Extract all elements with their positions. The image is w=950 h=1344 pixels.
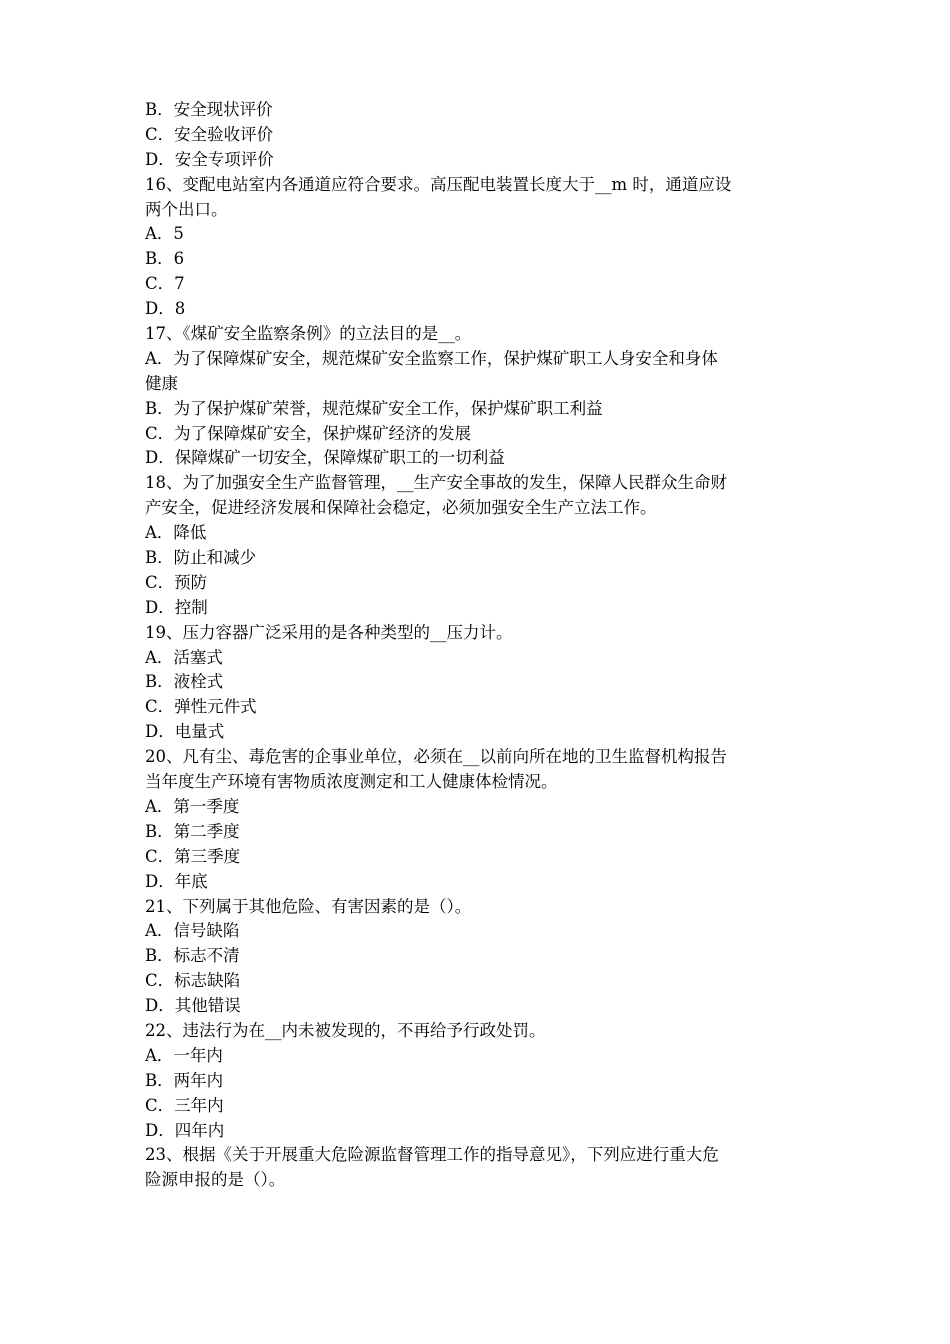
text-line: B．6 <box>145 249 185 269</box>
question-21: 21、下列属于其他危险、有害因素的是（）。 <box>145 896 472 916</box>
text-line: A．为了保障煤矿安全，规范煤矿安全监察工作，保护煤矿职工人身安全和身体 <box>145 348 718 368</box>
text-line: B．两年内 <box>145 1070 224 1090</box>
text-line: 健康 <box>145 373 178 393</box>
text-line: A．一年内 <box>145 1045 223 1065</box>
question-23: 23、根据《关于开展重大危险源监督管理工作的指导意见》，下列应进行重大危 <box>145 1145 719 1165</box>
question-16: 16、变配电站室内各通道应符合要求。高压配电装置长度大于__m 时，通道应设 <box>145 174 732 194</box>
text-line: A．信号缺陷 <box>145 921 240 941</box>
question-22: 22、违法行为在__内未被发现的，不再给予行政处罚。 <box>145 1020 546 1040</box>
text-line: C．安全验收评价 <box>145 124 274 144</box>
text-line: A．5 <box>145 224 184 244</box>
text-line: D．四年内 <box>145 1120 225 1140</box>
text-line: 产安全，促进经济发展和保障社会稳定，必须加强安全生产立法工作。 <box>145 498 657 518</box>
question-20: 20、凡有尘、毒危害的企事业单位，必须在__以前向所在地的卫生监督机构报告 <box>145 747 727 767</box>
text-line: B．第二季度 <box>145 821 240 841</box>
text-line: D．安全专项评价 <box>145 149 274 169</box>
text-line: 当年度生产环境有害物质浓度测定和工人健康体检情况。 <box>145 772 558 792</box>
text-line: C．标志缺陷 <box>145 971 241 991</box>
text-line: B．为了保护煤矿荣誉，规范煤矿安全工作，保护煤矿职工利益 <box>145 398 603 418</box>
question-19: 19、压力容器广泛采用的是各种类型的__压力计。 <box>145 622 513 642</box>
text-line: D．保障煤矿一切安全，保障煤矿职工的一切利益 <box>145 448 505 468</box>
text-line: B．安全现状评价 <box>145 100 273 119</box>
text-line: B．液栓式 <box>145 672 224 692</box>
text-line: D．控制 <box>145 597 208 617</box>
text-line: A．活塞式 <box>145 647 223 667</box>
text-line: D．电量式 <box>145 722 225 742</box>
text-line: A．第一季度 <box>145 796 240 816</box>
text-line: B．标志不清 <box>145 946 240 966</box>
text-line: 两个出口。 <box>145 199 228 219</box>
text-line: C．弹性元件式 <box>145 697 257 717</box>
text-line: C．7 <box>145 274 185 294</box>
question-17: 17、《煤矿安全监察条例》的立法目的是__。 <box>145 324 472 344</box>
text-line: D．8 <box>145 299 186 319</box>
text-line: C．预防 <box>145 572 208 592</box>
text-line: D．其他错误 <box>145 996 241 1016</box>
text-line: C．第三季度 <box>145 846 241 866</box>
text-line: 险源申报的是（）。 <box>145 1170 286 1190</box>
text-line: D．年底 <box>145 871 208 891</box>
text-line: C．为了保障煤矿安全，保护煤矿经济的发展 <box>145 423 472 443</box>
text-line: A．降低 <box>145 523 207 543</box>
document-page <box>145 98 815 1193</box>
question-18: 18、为了加强安全生产监督管理，__生产安全事故的发生，保障人民群众生命财 <box>145 473 727 493</box>
text-line: B．防止和减少 <box>145 548 257 568</box>
text-line: C．三年内 <box>145 1095 224 1115</box>
